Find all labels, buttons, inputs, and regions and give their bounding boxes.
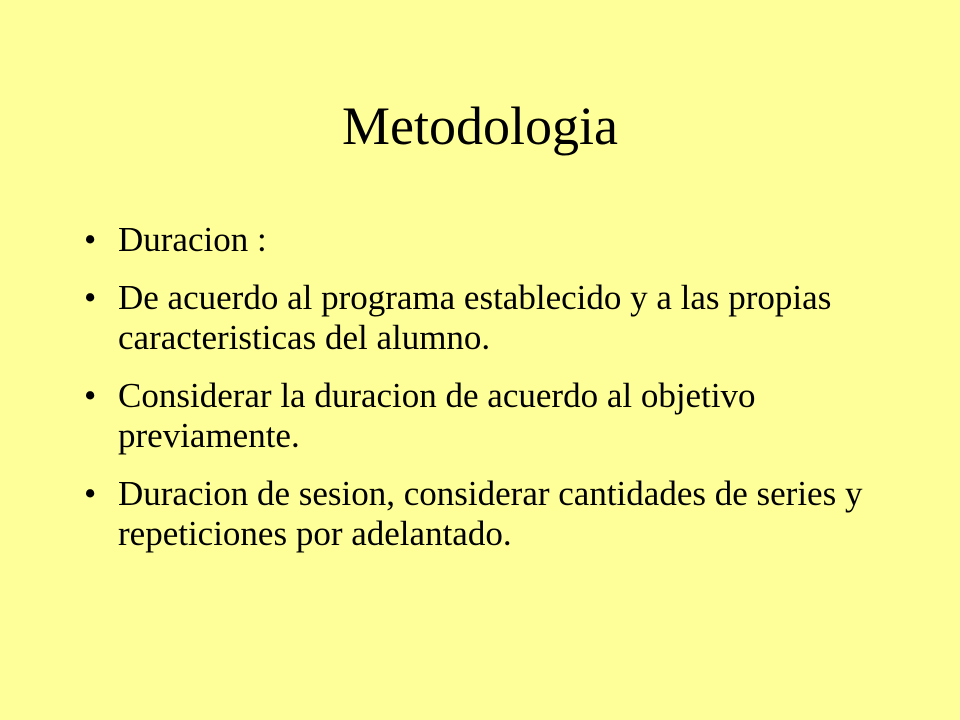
bullet-item-sesion — [84, 474, 884, 554]
bullet-text: Duracion de sesion, considerar cantidades de series y repeticiones por adelantado. — [118, 474, 863, 553]
bullet-text: Considerar la duracion de acuerdo al objetivo previamente. — [118, 376, 756, 455]
bullet-dot-icon: • — [84, 220, 97, 259]
bullet-item-programa — [84, 278, 884, 358]
bullet-dot-icon: • — [84, 474, 97, 513]
bullet-list — [84, 220, 884, 572]
bullet-item-duracion — [84, 220, 884, 260]
slide-title: Metodologia — [342, 96, 618, 156]
bullet-dot-icon: • — [84, 376, 97, 415]
bullet-dot-icon: • — [84, 278, 97, 317]
bullet-text: Duracion : — [118, 220, 267, 259]
bullet-text: De acuerdo al programa establecido y a las propias caracteristicas del alumno. — [118, 278, 832, 357]
bullet-item-objetivo — [84, 376, 884, 456]
